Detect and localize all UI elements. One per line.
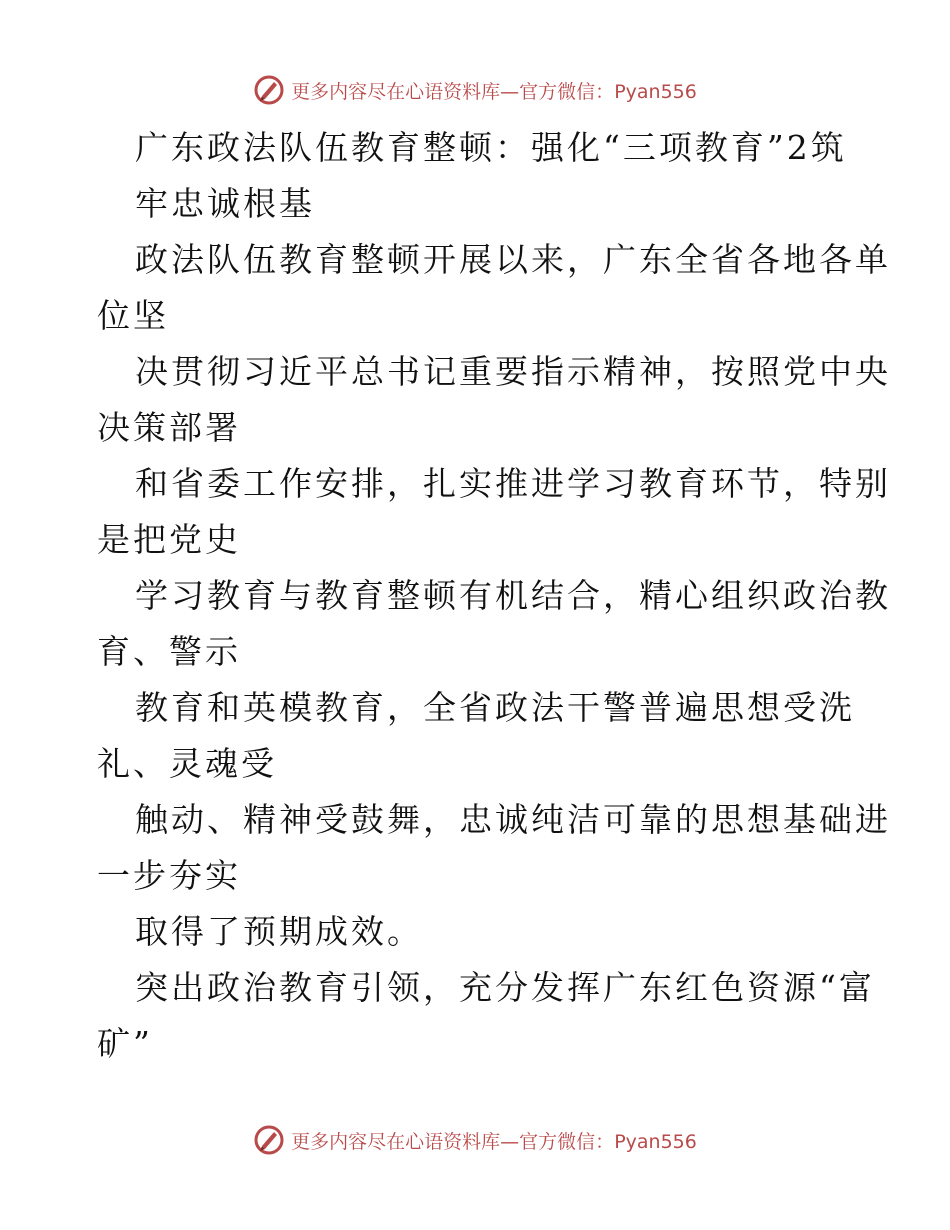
paragraph-line: 位坚 <box>97 296 169 335</box>
paragraph-line: 取得了预期成效。 <box>135 912 423 951</box>
header-banner-separator: — <box>500 80 520 103</box>
paragraph-line: 礼、灵魂受 <box>97 744 277 783</box>
paragraph-line: 决策部署 <box>97 408 241 447</box>
header-banner-slogan: 更多内容尽在心语资料库 <box>291 80 501 103</box>
logo-icon <box>253 1124 285 1156</box>
paragraph-line: 是把党史 <box>97 520 241 559</box>
paragraph-line: 决贯彻习近平总书记重要指示精神，按照党中央 <box>135 352 891 391</box>
paragraph-line: 矿” <box>97 1024 153 1063</box>
paragraph-line: 触动、精神受鼓舞，忠诚纯洁可靠的思想基础进 <box>135 800 891 839</box>
footer-banner-separator: — <box>500 1130 520 1153</box>
footer-banner-wechat-id: Pyan556 <box>614 1130 697 1153</box>
footer-banner-text <box>291 1127 697 1154</box>
paragraph-line: 学习教育与教育整顿有机结合，精心组织政治教 <box>135 576 891 615</box>
footer-banner-slogan: 更多内容尽在心语资料库 <box>291 1130 501 1153</box>
footer-banner <box>0 1120 950 1160</box>
title-line-2: 牢忠诚根基 <box>135 184 315 223</box>
header-banner <box>0 70 950 110</box>
footer-banner-wechat-label: 官方微信： <box>519 1130 615 1153</box>
header-banner-wechat-label: 官方微信： <box>519 80 615 103</box>
paragraph-line: 育、警示 <box>97 632 241 671</box>
paragraph-line: 一步夯实 <box>97 856 241 895</box>
document-body <box>97 120 891 1072</box>
paragraph-line: 教育和英模教育，全省政法干警普遍思想受洗 <box>135 688 855 727</box>
header-banner-wechat-id: Pyan556 <box>614 80 697 103</box>
paragraph-line: 和省委工作安排，扎实推进学习教育环节，特别 <box>135 464 891 503</box>
paragraph-line: 政法队伍教育整顿开展以来，广东全省各地各单 <box>135 240 891 279</box>
logo-icon <box>253 74 285 106</box>
paragraph-line: 突出政治教育引领，充分发挥广东红色资源“富 <box>135 968 875 1007</box>
title-line-1: 广东政法队伍教育整顿：强化“三项教育”2筑 <box>135 128 847 167</box>
header-banner-text <box>291 77 697 104</box>
